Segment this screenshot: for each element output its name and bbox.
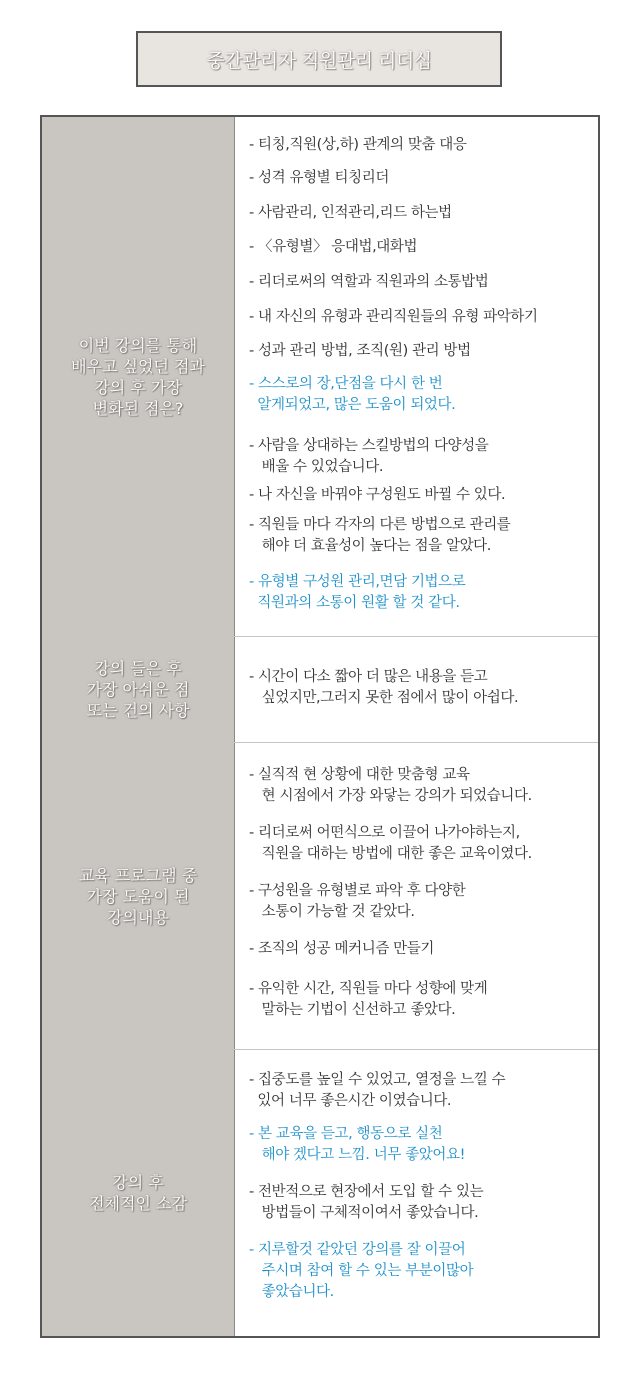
list-item-highlight: - 지루할것 같았던 강의를 잘 이끌어 주시며 참여 할 수 있는 부분이많아 좋았습니다. <box>249 1242 474 1300</box>
list-item: - 성격 유형별 티칭리더 <box>249 170 389 186</box>
list-item: - 티칭,직원(상,하) 관계의 맞춤 대응 <box>249 137 467 153</box>
review-table <box>40 115 600 1338</box>
list-item: - 사람을 상대하는 스킬방법의 다양성을 배울 수 있었습니다. <box>249 438 489 475</box>
section-row-helpful <box>42 743 598 1050</box>
section-body-cell <box>235 117 598 636</box>
list-item-highlight: - 스스로의 장,단점을 다시 한 번 알게되었고, 많은 도움이 되었다. <box>249 376 456 413</box>
list-item: - 성과 관리 방법, 조직(원) 관리 방법 <box>249 343 471 359</box>
section-body-cell <box>235 743 598 1049</box>
list-item: - 직원들 마다 각자의 다른 방법으로 관리를 해야 더 효율성이 높다는 점을 알았다. <box>249 517 511 554</box>
section-row-overall <box>42 1050 598 1336</box>
section-row-regrets <box>42 637 598 743</box>
list-item: - 집중도를 높일 수 있었고, 열정을 느낄 수 있어 너무 좋은시간 이였습니다. <box>249 1072 506 1109</box>
title-banner <box>136 31 502 87</box>
section-body-cell <box>235 1050 598 1336</box>
section-heading-cell <box>42 1050 235 1336</box>
list-item: - 리더로써 어떤식으로 이끌어 나가야하는지, 직원을 대하는 방법에 대한 좋은 교육이였다. <box>249 825 532 862</box>
list-item: - 리더로써의 역할과 직원과의 소통밥법 <box>249 274 489 290</box>
list-item: - 나 자신을 바꿔야 구성원도 바뀔 수 있다. <box>249 487 506 503</box>
list-item: - 조직의 성공 메커니즘 만들기 <box>249 941 434 957</box>
list-item: - 구성원을 유형별로 파악 후 다양한 소통이 가능할 것 같았다. <box>249 883 466 920</box>
section-body-cell <box>235 637 598 742</box>
section-heading: 이번 강의를 통해 배우고 싶었던 점과 강의 후 가장 변화된 점은? <box>71 335 205 418</box>
list-item: - 시간이 다소 짧아 더 많은 내용을 듣고 싶었지만,그러지 못한 점에서 많이 아쉽다. <box>249 669 519 706</box>
section-heading-cell <box>42 743 235 1049</box>
section-heading: 강의 들은 후 가장 아쉬운 점 또는 건의 사항 <box>86 659 190 720</box>
section-heading: 강의 후 전체적인 소감 <box>89 1173 187 1213</box>
section-heading-cell <box>42 637 235 742</box>
list-item: - 사람관리, 인적관리,리드 하는법 <box>249 205 452 221</box>
section-heading: 교육 프로그램 중 가장 도움이 된 강의내용 <box>78 865 198 927</box>
list-item: - 실직적 현 상황에 대한 맞춤형 교육 현 시점에서 가장 와닿는 강의가 되었습니다. <box>249 767 532 804</box>
list-item: - 〈유형별〉 응대법,대화법 <box>249 239 418 255</box>
list-item: - 내 자신의 유형과 관리직원들의 유형 파악하기 <box>249 309 538 325</box>
list-item: - 전반적으로 현장에서 도입 할 수 있는 방법들이 구체적이여서 좋았습니다. <box>249 1184 484 1221</box>
list-item: - 유익한 시간, 직원들 마다 성향에 맞게 말하는 기법이 신선하고 좋았다. <box>249 981 488 1018</box>
page-title: 중간관리자 직원관리 리더십 <box>206 49 432 72</box>
section-row-learned <box>42 117 598 637</box>
list-item-highlight: - 본 교육을 듣고, 행동으로 실천 해야 겠다고 느낌. 너무 좋았어요! <box>249 1126 465 1163</box>
list-item-highlight: - 유형별 구성원 관리,면담 기법으로 직원과의 소통이 원활 할 것 같다. <box>249 574 466 611</box>
section-heading-cell <box>42 117 235 636</box>
